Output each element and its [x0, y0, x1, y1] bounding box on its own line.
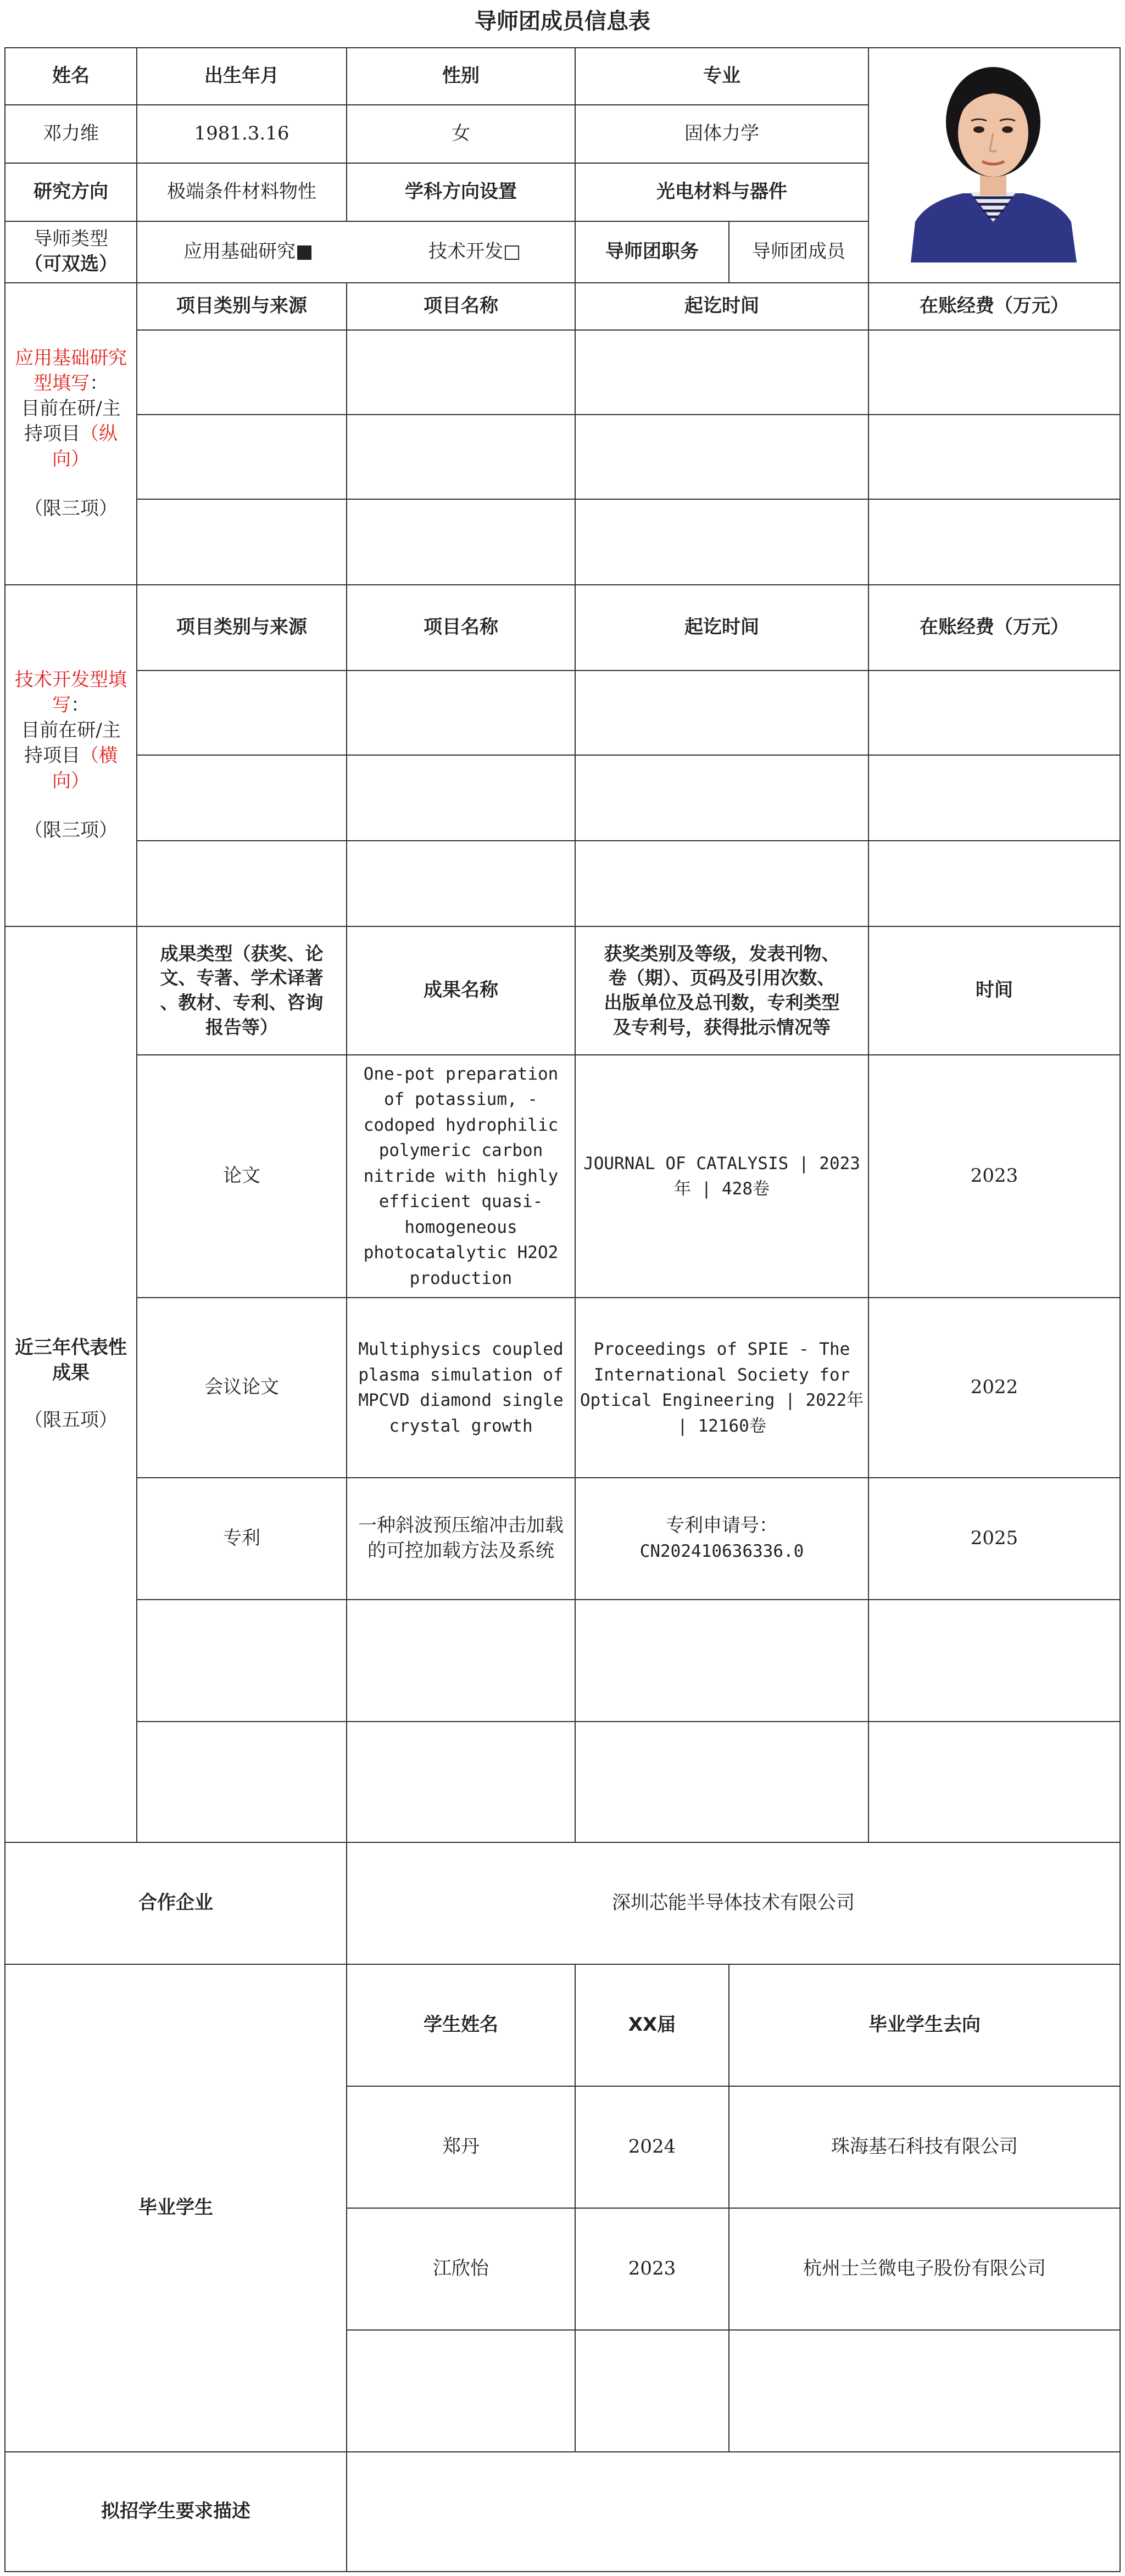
achievement-name — [346, 1477, 576, 1600]
tech-label-5: 向） — [52, 769, 90, 792]
achievements-header-type — [136, 926, 347, 1055]
company-label: 合作企业 — [4, 1842, 347, 1965]
portrait-illustration — [905, 57, 1081, 262]
achievement-name-line: photocatalytic H2O2 — [363, 1243, 559, 1263]
achievement-name — [346, 1054, 576, 1298]
applied-row-cell[interactable] — [575, 499, 869, 585]
achievement-name-line: production — [409, 1268, 513, 1288]
header-type-line: 、教材、专利、咨询 — [160, 992, 324, 1013]
achievement-empty-cell[interactable] — [136, 1721, 347, 1843]
advisor-type-label-line2: （可双选） — [24, 253, 118, 275]
achievement-name-line: MPCVD diamond single — [358, 1390, 564, 1410]
research-label: 研究方向 — [4, 163, 137, 222]
achievements-limit: （限五项） — [24, 1409, 118, 1431]
header-detail-line: 及专利号，获得批示情况等 — [613, 1016, 831, 1038]
tech-label-4b: （横 — [80, 745, 118, 767]
header-detail-line: 出版单位及总刊数，专利类型 — [604, 992, 840, 1013]
applied-row-cell[interactable] — [346, 414, 576, 500]
applied-row-cell[interactable] — [575, 329, 869, 415]
achievement-name-line: codoped hydrophilic — [363, 1115, 559, 1135]
achievement-detail-line: CN202410636336.0 — [639, 1541, 804, 1561]
graduate-destination: 杭州士兰微电子股份有限公司 — [728, 2208, 1121, 2331]
header-type-line: 成果类型（获奖、论 — [160, 942, 324, 964]
achievement-detail-line: International Society for — [593, 1365, 850, 1385]
achievement-name-line: polymeric carbon — [378, 1141, 543, 1161]
achievements-label-1: 近三年代表性 — [15, 1337, 127, 1359]
applied-row-cell[interactable] — [136, 414, 347, 500]
tech-label-red-2: 写 — [52, 694, 71, 717]
name-label: 姓名 — [4, 47, 137, 105]
applied-row-cell[interactable] — [575, 414, 869, 500]
major-value: 固体力学 — [575, 104, 869, 164]
achievement-detail-line: JOURNAL OF CATALYSIS | 2023 — [583, 1153, 860, 1174]
graduates-header-destination: 毕业学生去向 — [728, 1964, 1121, 2087]
achievement-name-line: nitride with highly — [363, 1166, 559, 1186]
applied-row-cell[interactable] — [346, 499, 576, 585]
tech-row-cell[interactable] — [346, 670, 576, 756]
applied-header-source: 项目类别与来源 — [136, 282, 347, 331]
tech-row-cell[interactable] — [868, 840, 1121, 927]
graduate-name: 郑丹 — [346, 2086, 576, 2209]
graduate-name: 江欣怡 — [346, 2208, 576, 2331]
research-value: 极端条件材料物性 — [136, 163, 347, 222]
applied-header-funds: 在账经费（万元） — [868, 282, 1121, 331]
achievement-detail-line: Proceedings of SPIE - The — [593, 1339, 850, 1359]
tech-row-cell[interactable] — [575, 670, 869, 756]
tech-row-cell[interactable] — [136, 670, 347, 756]
graduates-header-name: 学生姓名 — [346, 1964, 576, 2087]
tech-row-cell[interactable] — [136, 840, 347, 927]
achievement-detail — [575, 1054, 869, 1298]
achievement-detail-line: 年 | 428卷 — [674, 1179, 770, 1199]
applied-label-5: 向） — [52, 448, 90, 470]
discipline-value: 光电材料与器件 — [575, 163, 869, 222]
achievement-name-line: crystal growth — [389, 1416, 533, 1436]
tech-row-cell[interactable] — [868, 670, 1121, 756]
tech-row-cell[interactable] — [346, 755, 576, 841]
header-detail-line: 卷（期）、页码及引用次数、 — [608, 967, 836, 989]
birth-label: 出生年月 — [136, 47, 347, 105]
major-label: 专业 — [575, 47, 869, 105]
achievement-empty-cell[interactable] — [868, 1599, 1121, 1722]
applied-row-cell[interactable] — [868, 329, 1121, 415]
achievement-name-line: efficient quasi- — [378, 1192, 543, 1212]
company-value: 深圳芯能半导体技术有限公司 — [346, 1842, 1121, 1965]
graduate-year: 2023 — [575, 2208, 729, 2331]
tech-row-cell[interactable] — [575, 755, 869, 841]
applied-label-3: 目前在研/主 — [21, 398, 121, 420]
tech-section-label — [4, 584, 137, 927]
achievement-time: 2022 — [868, 1297, 1121, 1478]
achievement-detail — [575, 1477, 869, 1600]
achievement-type: 论文 — [136, 1054, 347, 1298]
achievement-empty-cell[interactable] — [868, 1721, 1121, 1843]
achievement-detail-line: 专利申请号： — [666, 1514, 778, 1536]
applied-section-label — [4, 282, 137, 585]
achievements-header-time: 时间 — [868, 926, 1121, 1055]
achievement-detail — [575, 1297, 869, 1478]
duty-label: 导师团职务 — [575, 221, 729, 283]
applied-row-cell[interactable] — [136, 329, 347, 415]
applied-row-cell[interactable] — [868, 414, 1121, 500]
applied-row-cell[interactable] — [346, 329, 576, 415]
applied-label-red-2: 型填写 — [34, 372, 90, 395]
graduate-empty-cell[interactable] — [346, 2329, 576, 2452]
applied-limit: （限三项） — [24, 497, 118, 519]
applied-row-cell[interactable] — [868, 499, 1121, 585]
applied-label-red-1: 应用基础研究 — [15, 347, 127, 370]
duty-value: 导师团成员 — [728, 221, 869, 283]
recruit-label: 拟招学生要求描述 — [4, 2451, 347, 2572]
achievements-header-detail — [575, 926, 869, 1055]
graduate-year: 2024 — [575, 2086, 729, 2209]
tech-limit: （限三项） — [24, 819, 118, 841]
gender-label: 性别 — [346, 47, 576, 105]
header-detail-line: 获奖类别及等级，发表刊物、 — [604, 942, 840, 964]
achievement-empty-cell[interactable] — [346, 1599, 576, 1722]
discipline-label: 学科方向设置 — [346, 163, 576, 222]
tech-header-funds: 在账经费（万元） — [868, 584, 1121, 671]
applied-label-4b: （纵 — [80, 423, 118, 445]
advisor-type-label — [4, 221, 137, 283]
tech-header-period: 起讫时间 — [575, 584, 869, 671]
tech-label-red-1: 技术开发型填 — [15, 669, 127, 691]
achievement-name-line: of potassium, - — [384, 1089, 538, 1110]
achievement-type: 专利 — [136, 1477, 347, 1600]
achievement-name-line: One-pot preparation — [363, 1064, 559, 1084]
header-type-line: 文、专著、学术译著 — [160, 967, 324, 989]
type-tech-checkbox[interactable]: 技术开发□ — [428, 241, 521, 263]
achievements-label-2: 成果 — [52, 1362, 90, 1384]
applied-header-period: 起讫时间 — [575, 282, 869, 331]
achievements-header-name: 成果名称 — [346, 926, 576, 1055]
tech-row-cell[interactable] — [868, 755, 1121, 841]
achievement-empty-cell[interactable] — [136, 1599, 347, 1722]
applied-header-name: 项目名称 — [346, 282, 576, 331]
header-type-line: 报告等） — [205, 1016, 278, 1038]
birth-value: 1981.3.16 — [136, 104, 347, 164]
achievement-name — [346, 1297, 576, 1478]
tech-header-name: 项目名称 — [346, 584, 576, 671]
achievement-detail-line: | 12160卷 — [677, 1416, 766, 1436]
gender-value: 女 — [346, 104, 576, 164]
portrait-photo — [905, 57, 1081, 262]
achievement-empty-cell[interactable] — [575, 1599, 869, 1722]
applied-label-4a: 持项目 — [24, 423, 80, 445]
graduate-destination: 珠海基石科技有限公司 — [728, 2086, 1121, 2209]
achievement-empty-cell[interactable] — [346, 1721, 576, 1843]
tech-label-3: 目前在研/主 — [21, 719, 121, 742]
tech-label-colon: ： — [71, 694, 90, 717]
tech-row-cell[interactable] — [575, 840, 869, 927]
recruit-value[interactable] — [346, 2451, 1121, 2572]
achievement-type: 会议论文 — [136, 1297, 347, 1478]
tech-row-cell[interactable] — [346, 840, 576, 927]
achievement-time: 2025 — [868, 1477, 1121, 1600]
page-title: 导师团成员信息表 — [475, 8, 650, 34]
achievement-empty-cell[interactable] — [575, 1721, 869, 1843]
graduate-empty-cell[interactable] — [728, 2329, 1121, 2452]
applied-label-colon: ： — [90, 372, 108, 395]
achievement-name-line: plasma simulation of — [358, 1365, 564, 1385]
graduates-header-year: XX届 — [575, 1964, 729, 2087]
name-value: 邓力维 — [4, 104, 137, 164]
achievement-name-line: 的可控加载方法及系统 — [367, 1540, 554, 1562]
tech-label-4a: 持项目 — [24, 745, 80, 767]
graduate-empty-cell[interactable] — [575, 2329, 729, 2452]
achievement-name-line: Multiphysics coupled — [358, 1339, 564, 1359]
graduates-label: 毕业学生 — [4, 1964, 347, 2452]
achievement-time: 2023 — [868, 1054, 1121, 1298]
achievements-section-label — [4, 926, 137, 1843]
achievement-name-line: 一种斜波预压缩冲击加载 — [358, 1515, 564, 1537]
tech-header-source: 项目类别与来源 — [136, 584, 347, 671]
tech-row-cell[interactable] — [136, 755, 347, 841]
applied-row-cell[interactable] — [136, 499, 347, 585]
achievement-name-line: homogeneous — [404, 1217, 517, 1237]
achievement-detail-line: Optical Engineering | 2022年 — [580, 1390, 864, 1410]
type-applied-checkbox[interactable]: 应用基础研究■ — [183, 241, 314, 263]
advisor-type-label-line1: 导师类型 — [34, 228, 108, 250]
advisor-type-options — [136, 221, 575, 283]
